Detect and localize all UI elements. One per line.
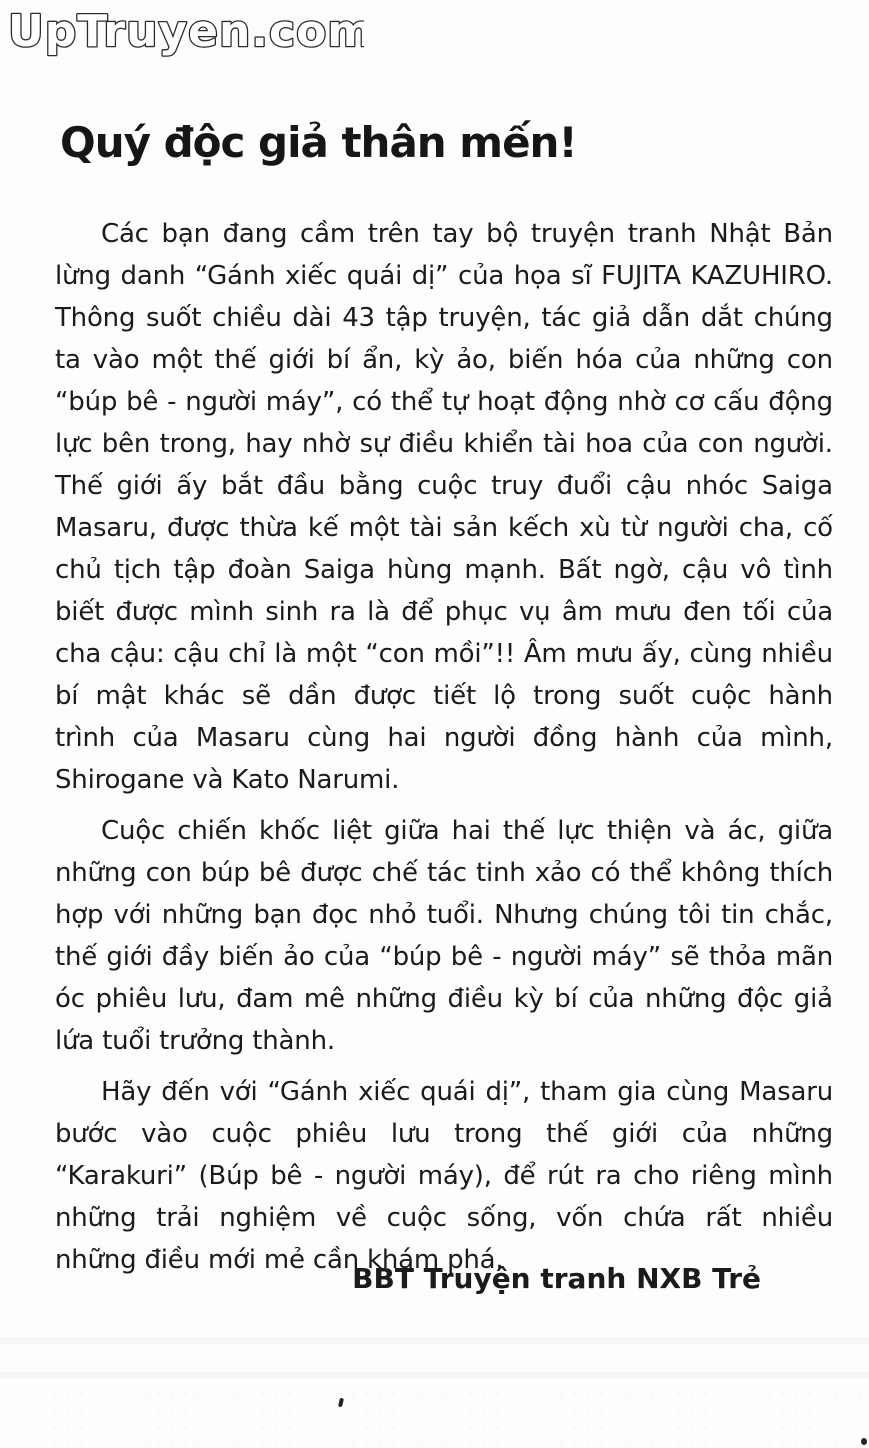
page-title: Quý độc giả thân mến! bbox=[60, 118, 577, 167]
scan-band bbox=[0, 1372, 869, 1379]
text-line: hợp với những bạn đọc nhỏ tuổi. Nhưng chúng tôi tin chắc, bbox=[55, 900, 833, 930]
signature: BBT Truyện tranh NXB Trẻ bbox=[352, 1262, 761, 1295]
text-line: bước vào cuộc phiêu lưu trong thế giới của những bbox=[55, 1119, 833, 1149]
text-line: cha cậu: cậu chỉ là một “con mồi”!! Âm mưu ấy, cùng nhiều bbox=[55, 639, 833, 669]
text-line: Thế giới ấy bắt đầu bằng cuộc truy đuổi cậu nhóc Saiga bbox=[55, 471, 833, 501]
site-logo-text: UpTruyen.com bbox=[8, 6, 364, 57]
text-line: Masaru, được thừa kế một tài sản kếch xù từ người cha, cố bbox=[55, 513, 833, 543]
paragraph bbox=[55, 810, 833, 1062]
text-line: Hãy đến với “Gánh xiếc quái dị”, tham gia cùng Masaru bbox=[101, 1077, 833, 1107]
text-line: biết được mình sinh ra là để phục vụ âm mưu đen tối của bbox=[55, 597, 833, 627]
text-line: những con búp bê được chế tác tinh xảo có thể không thích bbox=[55, 858, 833, 888]
scan-noise-texture bbox=[0, 1390, 869, 1448]
text-line: “búp bê - người máy”, có thể tự hoạt động nhờ cơ cấu động bbox=[55, 387, 833, 417]
text-line: lừng danh “Gánh xiếc quái dị” của họa sĩ FUJITA KAZUHIRO. bbox=[55, 261, 833, 291]
text-line: lứa tuổi trưởng thành. bbox=[55, 1026, 335, 1056]
text-line: những điều mới mẻ cần khám phá. bbox=[55, 1245, 504, 1275]
site-logo-graphic bbox=[4, 0, 364, 62]
text-line: Cuộc chiến khốc liệt giữa hai thế lực thiện và ác, giữa bbox=[101, 816, 833, 846]
text-line: trình của Masaru cùng hai người đồng hành của mình, bbox=[55, 723, 833, 753]
text-line: Các bạn đang cầm trên tay bộ truyện tranh Nhật Bản bbox=[101, 219, 833, 249]
text-line: “Karakuri” (Búp bê - người máy), để rút ra cho riêng mình bbox=[55, 1161, 833, 1191]
text-line: Shirogane và Kato Narumi. bbox=[55, 765, 400, 795]
scan-band bbox=[0, 1337, 869, 1344]
text-line: Thông suốt chiều dài 43 tập truyện, tác giả dẫn dắt chúng bbox=[55, 303, 833, 333]
paragraph bbox=[55, 213, 833, 801]
text-line: chủ tịch tập đoàn Saiga hùng mạnh. Bất ngờ, cậu vô tình bbox=[55, 555, 833, 585]
text-line: thế giới đầy biến ảo của “búp bê - người máy” sẽ thỏa mãn bbox=[55, 942, 833, 972]
text-line: óc phiêu lưu, đam mê những điều kỳ bí của những độc giả bbox=[55, 984, 833, 1014]
text-line: lực bên trong, hay nhờ sự điều khiển tài hoa của con người. bbox=[55, 429, 833, 459]
paragraph bbox=[55, 1071, 833, 1281]
site-logo bbox=[4, 0, 364, 62]
text-line: những trải nghiệm về cuộc sống, vốn chứa rất nhiều bbox=[55, 1203, 833, 1233]
text-line: bí mật khác sẽ dần được tiết lộ trong suốt cuộc hành bbox=[55, 681, 833, 711]
ink-speck bbox=[861, 1438, 867, 1445]
text-line: ta vào một thế giới bí ẩn, kỳ ảo, biến hóa của những con bbox=[55, 345, 833, 375]
letter-body bbox=[55, 213, 833, 1281]
